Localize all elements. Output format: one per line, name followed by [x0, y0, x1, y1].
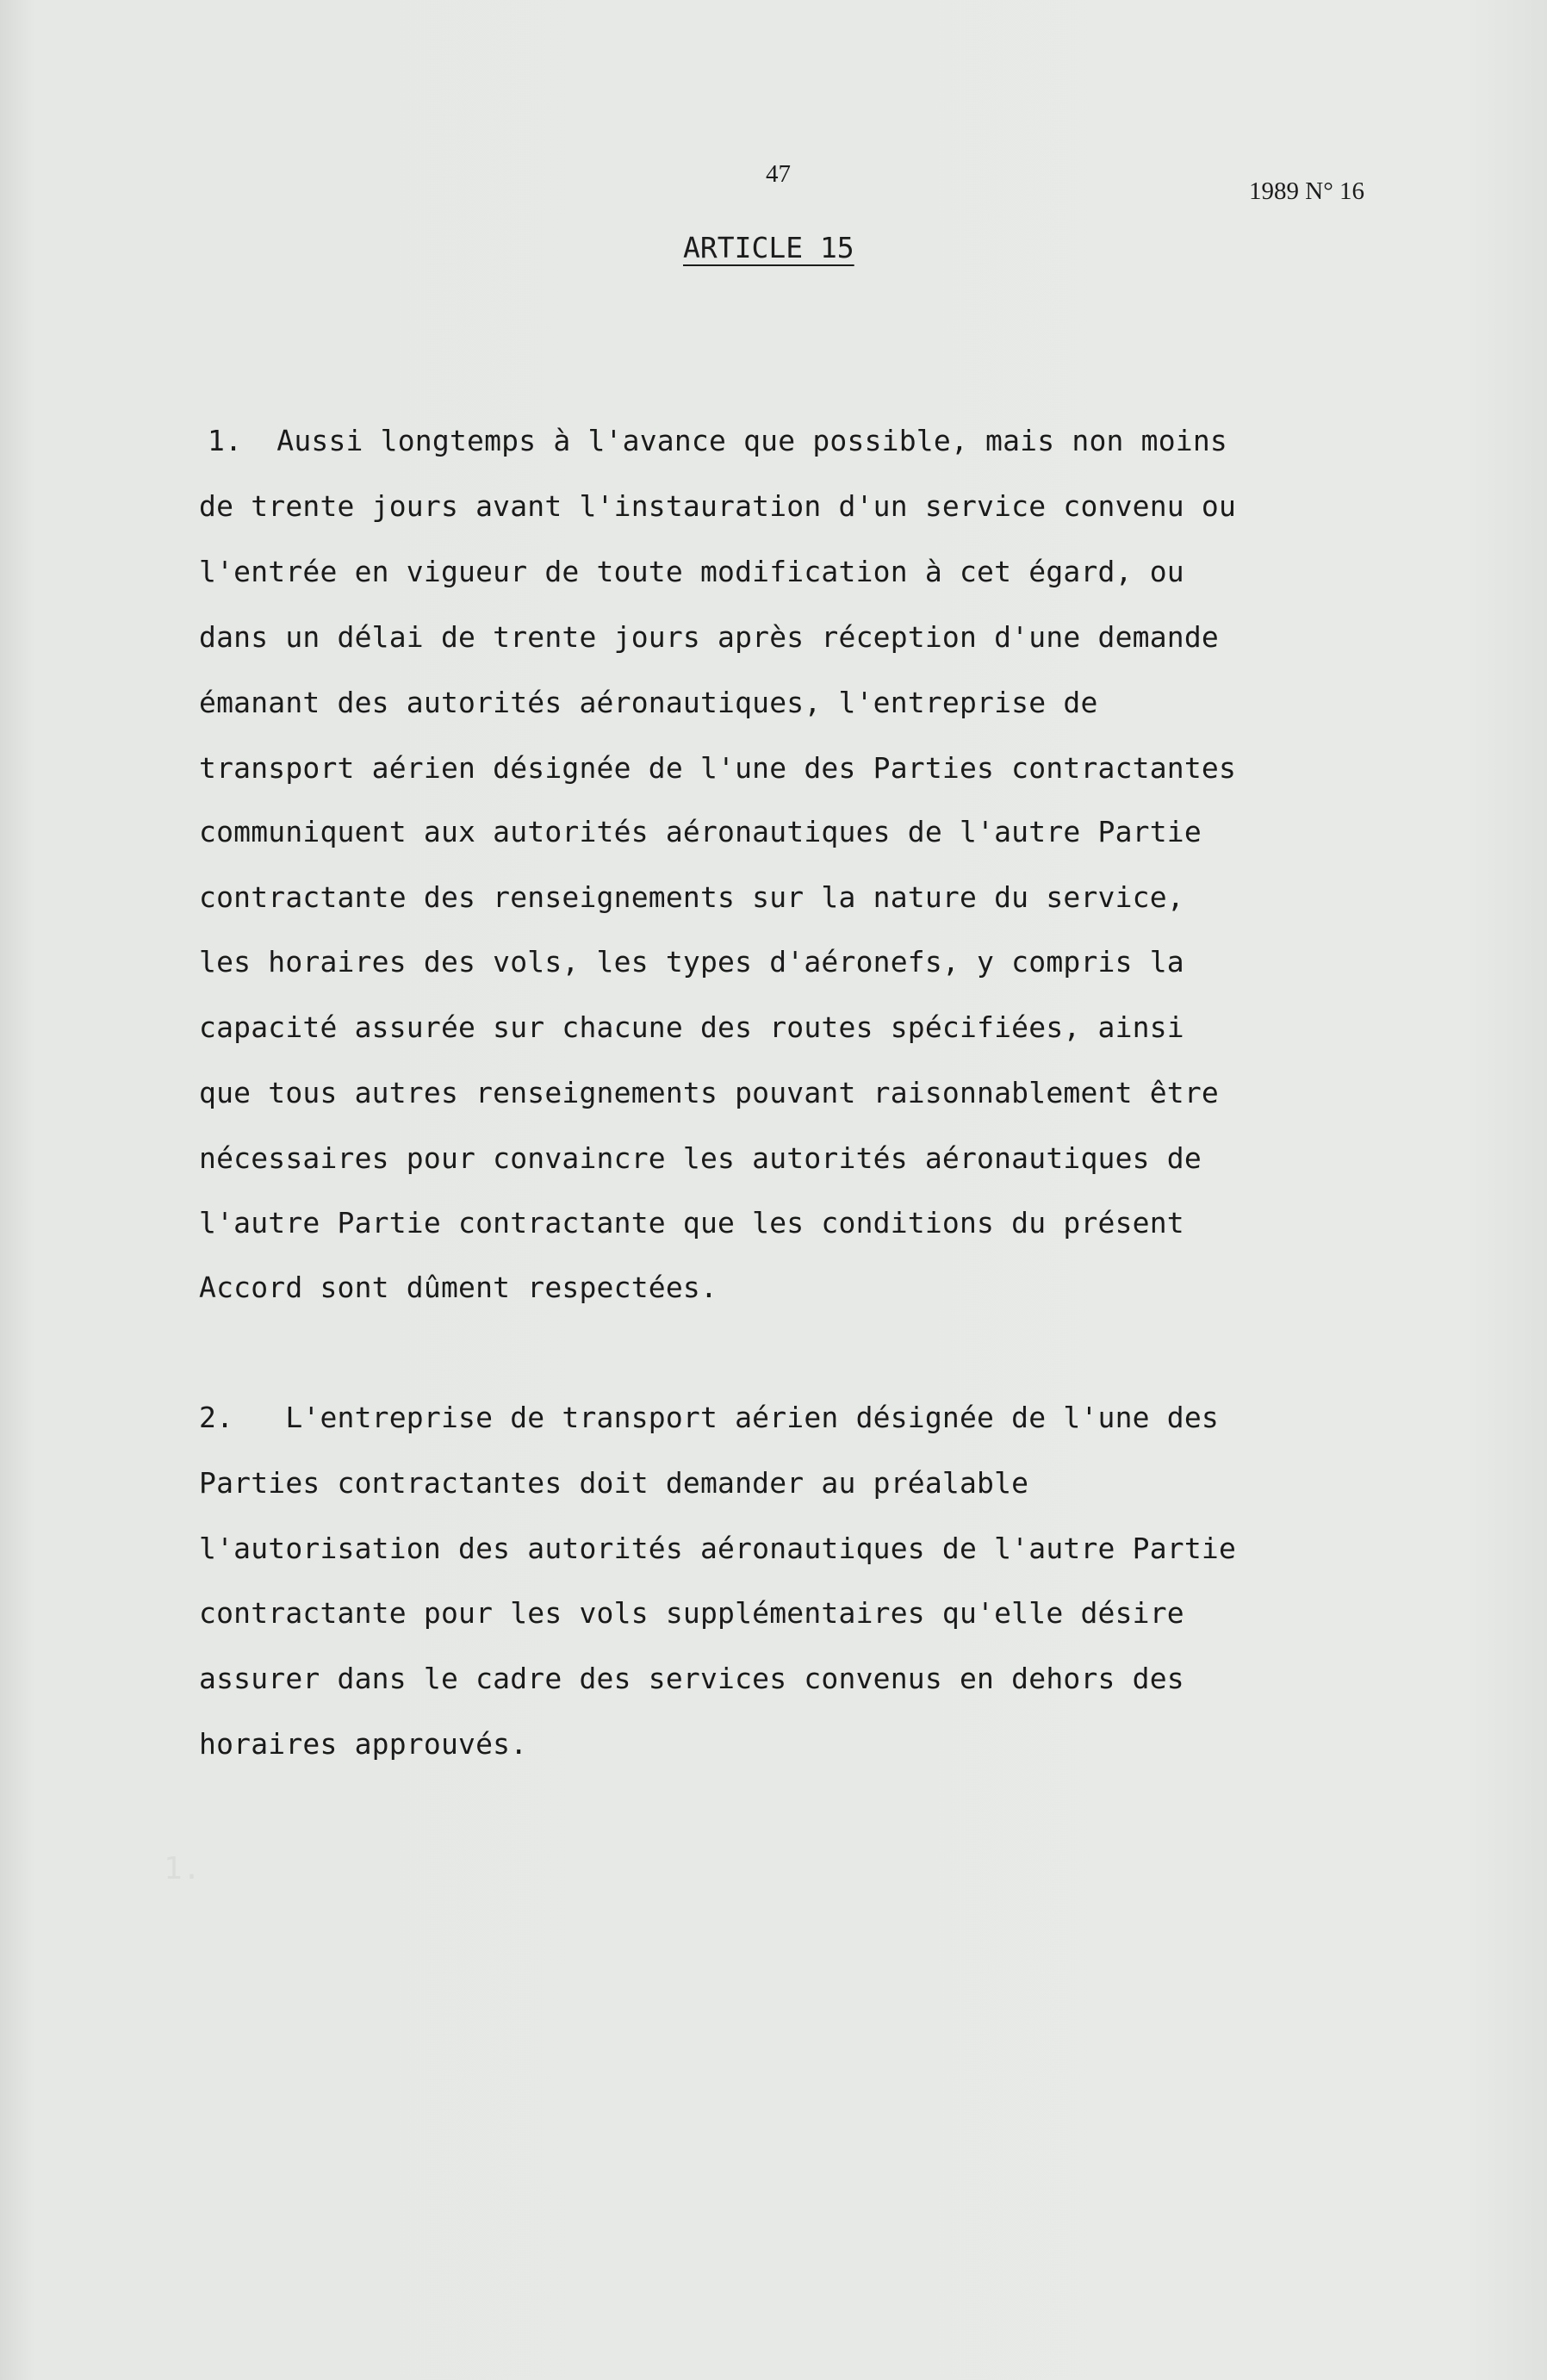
- article-title: ARTICLE 15: [683, 231, 854, 264]
- paragraph-1-line: les horaires des vols, les types d'aéronefs, y compris la: [199, 945, 1184, 979]
- paragraph-2-line: 2. L'entreprise de transport aérien désignée de l'une des: [199, 1401, 1219, 1434]
- paragraph-1-line: de trente jours avant l'instauration d'un service convenu ou: [199, 489, 1237, 523]
- paragraph-2-line: Parties contractantes doit demander au préalable: [199, 1466, 1029, 1500]
- paragraph-1-line: capacité assurée sur chacune des routes spécifiées, ainsi: [199, 1010, 1184, 1044]
- paragraph-2-line: contractante pour les vols supplémentaires qu'elle désire: [199, 1596, 1184, 1630]
- show-through-art16-line: [164, 1836, 295, 1902]
- paragraph-2-line: assurer dans le cadre des services convenus en dehors des: [199, 1662, 1184, 1695]
- page-number: 47: [766, 160, 791, 188]
- paragraph-1-line: dans un délai de trente jours après réception d'une demande: [199, 620, 1219, 654]
- paragraph-1-line: l'entrée en vigueur de toute modification à cet égard, ou: [199, 555, 1184, 588]
- paragraph-1-line: que tous autres renseignements pouvant raisonnablement être: [199, 1076, 1219, 1109]
- paragraph-1-line: Accord sont dûment respectées.: [199, 1271, 718, 1304]
- paragraph-1-line: émanant des autorités aéronautiques, l'entreprise de: [199, 686, 1098, 719]
- paragraph-1-line: nécessaires pour convaincre les autorités aéronautiques de: [199, 1141, 1202, 1175]
- paragraph-2-line: horaires approuvés.: [199, 1727, 528, 1761]
- paragraph-1-line: communiquent aux autorités aéronautiques de l'autre Partie: [199, 815, 1202, 848]
- paragraph-1-line: contractante des renseignements sur la nature du service,: [199, 880, 1184, 914]
- paragraph-2-line: l'autorisation des autorités aéronautiques de l'autre Partie: [199, 1532, 1237, 1565]
- paragraph-1-line: l'autre Partie contractante que les conditions du présent: [199, 1206, 1184, 1240]
- document-reference: 1989 N° 16: [1249, 177, 1365, 205]
- paragraph-1-line: 1. Aussi longtemps à l'avance que possible, mais non moins: [208, 424, 1227, 457]
- paragraph-1-line: transport aérien désignée de l'une des Parties contractantes: [199, 751, 1237, 785]
